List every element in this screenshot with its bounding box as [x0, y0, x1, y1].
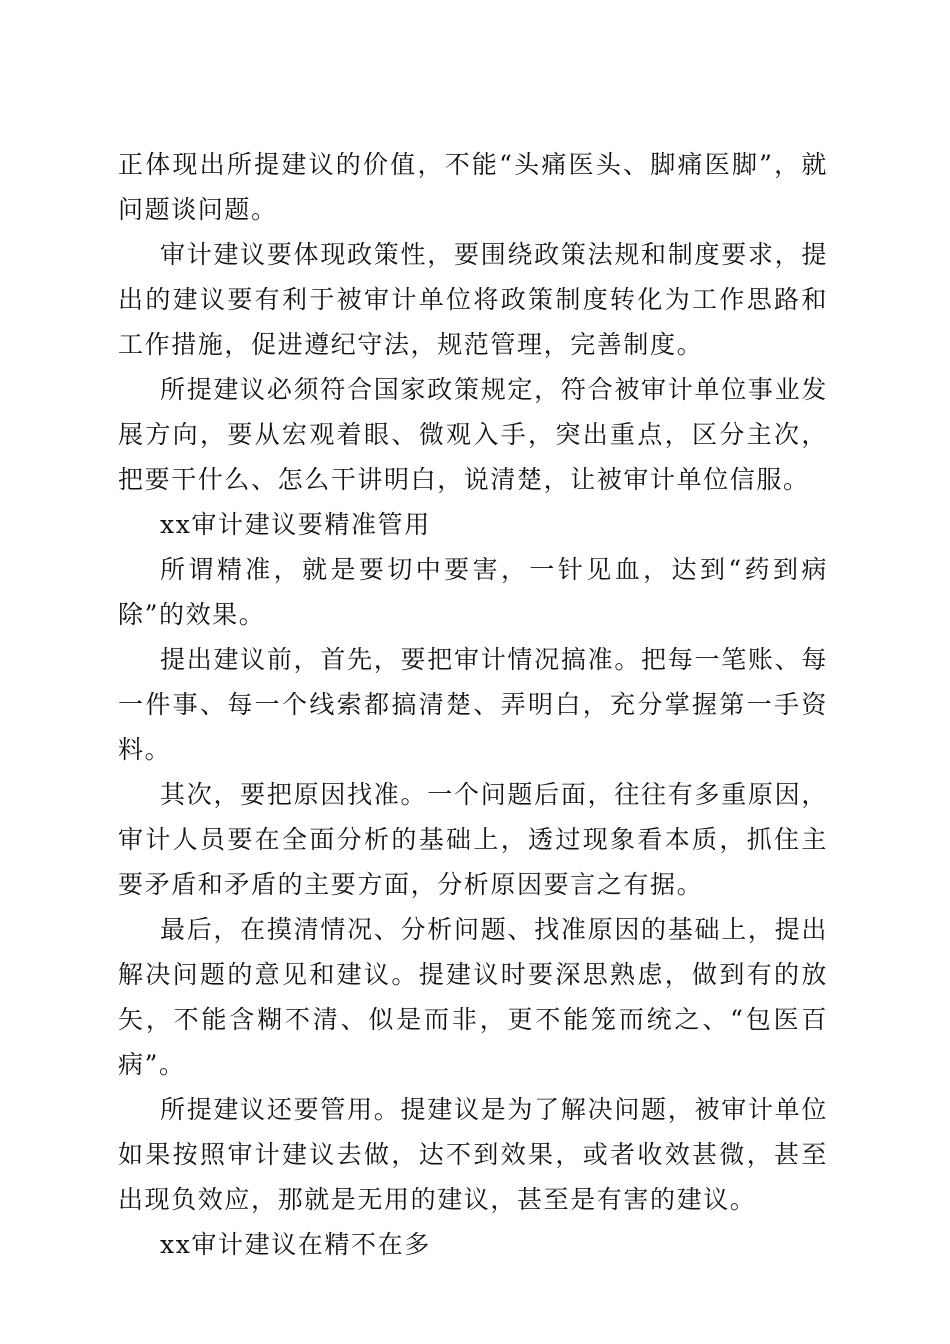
- paragraph: 所谓精准，就是要切中要害，一针见血，达到“药到病除”的效果。: [118, 555, 828, 629]
- section-heading: xx审计建议要精准管用: [160, 510, 431, 539]
- paragraph: 其次，要把原因找准。一个问题后面，往往有多重原因，审计人员要在全面分析的基础上，透过现象看本质，抓住主要矛盾和矛盾的主要方面，分析原因要言之有据。: [118, 780, 828, 899]
- paragraph: 所提建议还要管用。提建议是为了解决问题，被审计单位如果按照审计建议去做，达不到效果，或者收效甚微，甚至出现负效应，那就是无用的建议，甚至是有害的建议。: [118, 1095, 828, 1214]
- paragraph-continuation: 正体现出所提建议的价值，不能“头痛医头、脚痛医脚”，就问题谈问题。: [118, 150, 828, 224]
- document-body: [118, 142, 828, 1267]
- paragraph: 审计建议要体现政策性，要围绕政策法规和制度要求，提出的建议要有利于被审计单位将政策制度转化为工作思路和工作措施，促进遵纪守法，规范管理，完善制度。: [118, 240, 828, 359]
- paragraph: 提出建议前，首先，要把审计情况搞准。把每一笔账、每一件事、每一个线索都搞清楚、弄明白，充分掌握第一手资料。: [118, 645, 828, 764]
- section-heading: xx审计建议在精不在多: [160, 1230, 431, 1259]
- paragraph: 最后，在摸清情况、分析问题、找准原因的基础上，提出解决问题的意见和建议。提建议时要深思熟虑，做到有的放矢，不能含糊不清、似是而非，更不能笼而统之、“包医百病”。: [118, 915, 828, 1079]
- paragraph: 所提建议必须符合国家政策规定，符合被审计单位事业发展方向，要从宏观着眼、微观入手，突出重点，区分主次，把要干什么、怎么干讲明白，说清楚，让被审计单位信服。: [118, 375, 828, 494]
